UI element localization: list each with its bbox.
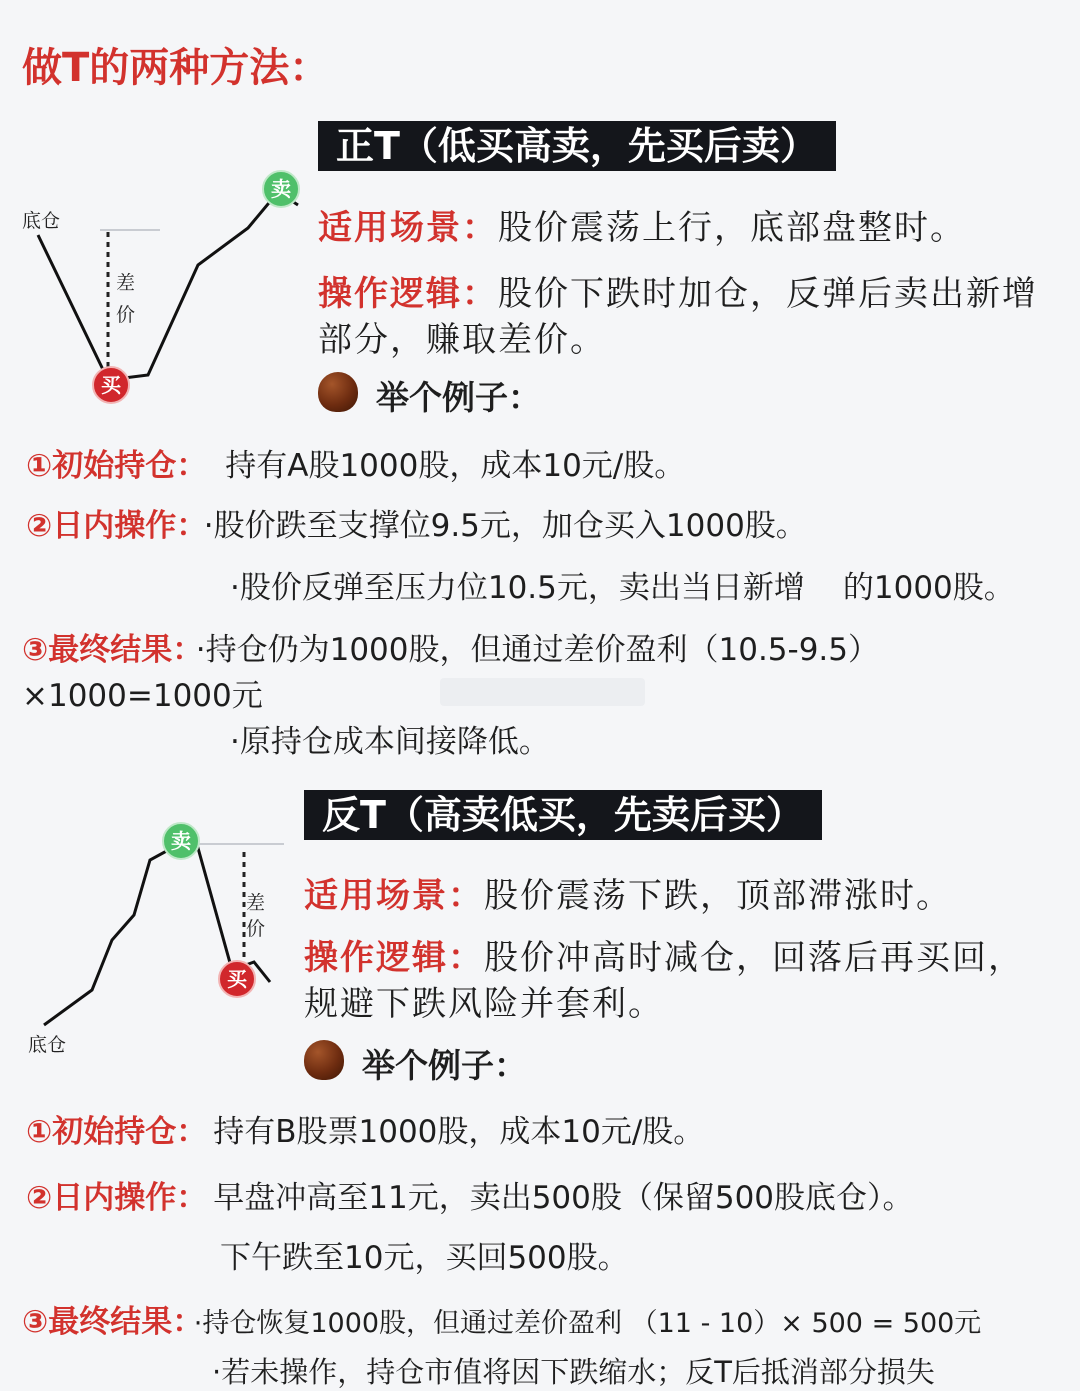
section1-item2-line2-row bbox=[230, 562, 1015, 607]
section2-scene-label: 适用场景： bbox=[304, 876, 484, 916]
section2-logic bbox=[304, 930, 1024, 979]
section1-diff-char1: 差 bbox=[116, 272, 136, 294]
section1-example-label: 举个例子： bbox=[376, 378, 541, 417]
sell-badge-icon: 卖 bbox=[162, 822, 200, 860]
section1-diff-char2: 价 bbox=[116, 304, 136, 326]
section1-item2 bbox=[26, 500, 807, 545]
watermark-blur bbox=[440, 678, 645, 706]
section1-logic-line2: 部分，赚取差价。 bbox=[318, 320, 606, 360]
chestnut-icon bbox=[304, 1040, 344, 1080]
section1-item2-line1: ·股价跌至支撑位9.5元，加仓买入1000股。 bbox=[203, 508, 807, 544]
section2-scene-text: 股价震荡下跌，顶部滞涨时。 bbox=[484, 876, 952, 916]
section2-diff-char2: 价 bbox=[246, 918, 266, 940]
section2-item3-line1: ·持仓恢复1000股，但通过差价盈利 （11 - 10）× 500 = 500元 bbox=[193, 1308, 982, 1339]
sell-badge-icon: 卖 bbox=[262, 170, 300, 208]
buy-badge-icon: 买 bbox=[218, 960, 256, 998]
section1-item2-line2: ·股价反弹至压力位10.5元，卖出当日新增 bbox=[230, 570, 805, 606]
section2-item2-label: ②日内操作： bbox=[26, 1180, 208, 1216]
chestnut-icon bbox=[318, 372, 358, 412]
section2-example-label: 举个例子： bbox=[362, 1046, 527, 1085]
section1-item1-text: 持有A股1000股，成本10元/股。 bbox=[225, 448, 686, 484]
section2-item1 bbox=[26, 1106, 704, 1151]
section2-item1-text: 持有B股票1000股，成本10元/股。 bbox=[213, 1114, 705, 1150]
section2-item3-line2: ·若未操作，持仓市值将因下跌缩水；反T后抵消部分损失 bbox=[212, 1355, 935, 1389]
section2-logic-label: 操作逻辑： bbox=[304, 938, 484, 978]
section1-item3-line3: ·原持仓成本间接降低。 bbox=[230, 724, 550, 760]
section1-item2-line2-tail: 的1000股。 bbox=[842, 570, 1015, 606]
section1-base-label: 底仓 bbox=[22, 210, 61, 232]
section1-logic-line1: 股价下跌时加仓，反弹后卖出新增 bbox=[498, 274, 1038, 314]
page-title: 做T的两种方法： bbox=[22, 45, 330, 91]
section1-item3-label: ③最终结果： bbox=[22, 632, 188, 668]
section2-item2-line2: 下午跌至10元，买回500股。 bbox=[220, 1240, 629, 1276]
section2-banner: 反T（高卖低买，先卖后买） bbox=[304, 790, 822, 840]
section1-item3-line1: ·持仓仍为1000股，但通过差价盈利（10.5-9.5） bbox=[195, 632, 880, 668]
section1-logic-label: 操作逻辑： bbox=[318, 274, 498, 314]
section2-logic-line2: 规避下跌风险并套利。 bbox=[304, 984, 664, 1024]
section2-base-label: 底仓 bbox=[28, 1034, 67, 1056]
section2-scene bbox=[304, 868, 952, 917]
section1-item3-line2: ×1000=1000元 bbox=[22, 678, 263, 714]
section1-scene bbox=[318, 200, 966, 249]
section2-item2-line1: 早盘冲高至11元，卖出500股（保留500股底仓）。 bbox=[213, 1180, 914, 1216]
section1-banner: 正T（低买高卖，先买后卖） bbox=[318, 121, 836, 171]
section2-chart bbox=[22, 820, 302, 1060]
section2-item3-label: ③最终结果： bbox=[22, 1304, 188, 1340]
section2-diff-char1: 差 bbox=[246, 892, 266, 914]
section1-item1-label: ①初始持仓： bbox=[26, 448, 208, 484]
section2-item1-label: ①初始持仓： bbox=[26, 1114, 208, 1150]
section1-chart bbox=[20, 170, 310, 410]
section1-logic bbox=[318, 266, 1038, 315]
section1-item2-label: ②日内操作： bbox=[26, 508, 192, 544]
section1-item3 bbox=[22, 624, 879, 669]
section1-scene-label: 适用场景： bbox=[318, 208, 498, 248]
section2-logic-line1: 股价冲高时减仓，回落后再买回， bbox=[484, 938, 1024, 978]
buy-badge-icon: 买 bbox=[92, 366, 130, 404]
section1-scene-text: 股价震荡上行，底部盘整时。 bbox=[498, 208, 966, 248]
section2-item3 bbox=[22, 1296, 981, 1341]
section1-item1 bbox=[26, 440, 685, 485]
section2-item2 bbox=[26, 1172, 914, 1217]
